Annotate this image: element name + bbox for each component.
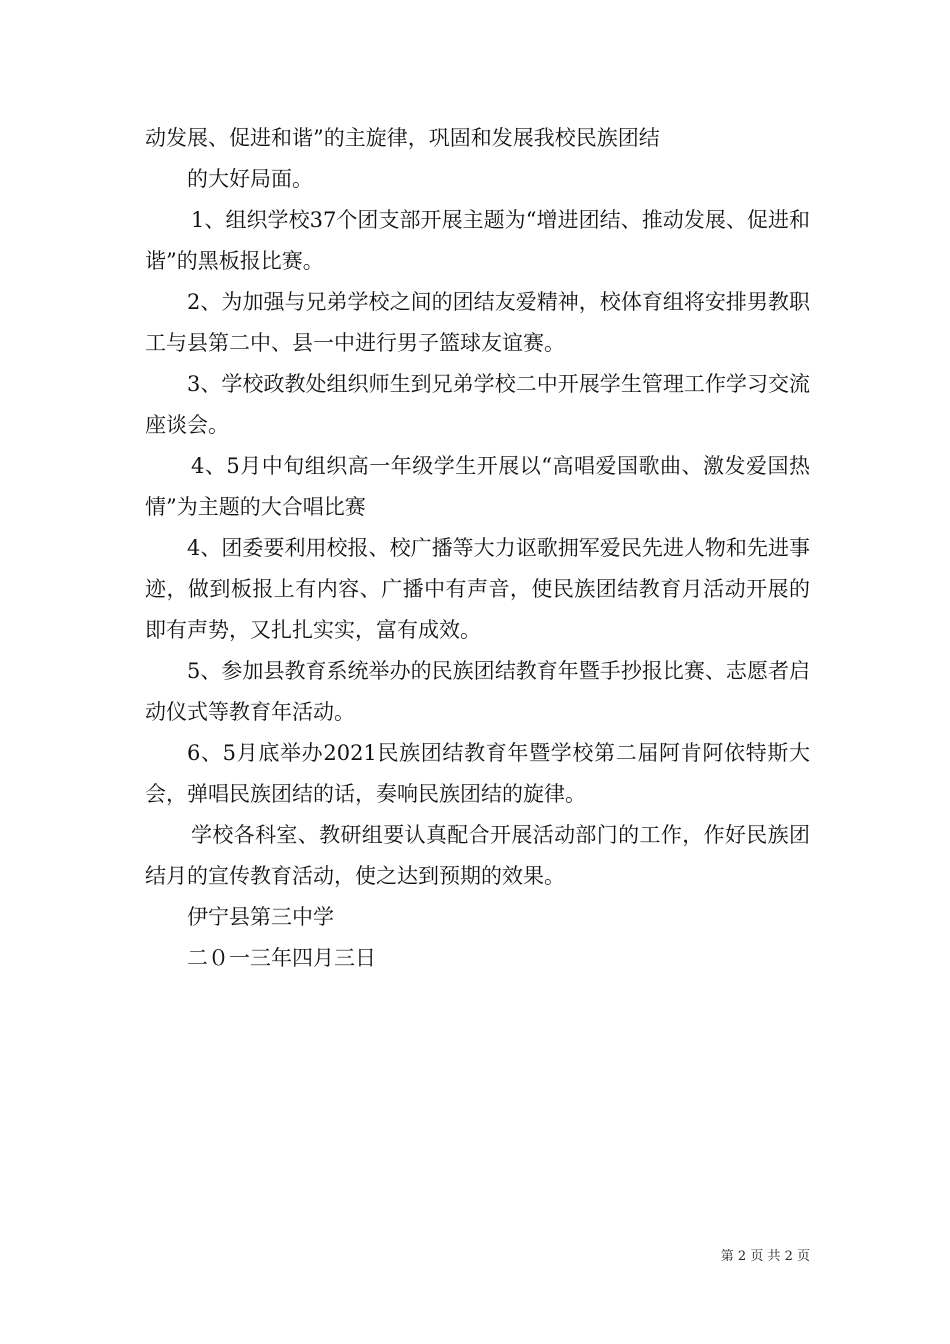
document-body — [145, 118, 810, 979]
page-number-footer: 第 2 页 共 2 页 — [720, 1249, 810, 1264]
paragraph-item-6-aken: 6、5月底举办2021民族团结教育年暨学校第二届阿肯阿依特斯大会，弹唱民族团结的话，奏响民族团结的旋律。 — [145, 741, 810, 806]
paragraph-continuation: 动发展、促进和谐”的主旋律，巩固和发展我校民族团结 — [145, 126, 660, 150]
paragraph-item-4-choir: 4、5月中旬组织高一年级学生开展以“高唱爱国歌曲、激发爱国热情”为主题的大合唱比赛 — [145, 454, 810, 519]
signature-school: 伊宁县第三中学 — [187, 905, 334, 929]
paragraph-item-3-exchange: 3、学校政教处组织师生到兄弟学校二中开展学生管理工作学习交流座谈会。 — [145, 372, 810, 437]
paragraph-item-2-basketball: 2、为加强与兄弟学校之间的团结友爱精神，校体育组将安排男教职工与县第二中、县一中进行男子篮球友谊赛。 — [145, 290, 810, 355]
paragraph-item-5-handbill: 5、参加县教育系统举办的民族团结教育年暨手抄报比赛、志愿者启动仪式等教育年活动。 — [145, 659, 810, 724]
paragraph-conclusion: 学校各科室、教研组要认真配合开展活动部门的工作，作好民族团结月的宣传教育活动，使之达到预期的效果。 — [145, 823, 810, 888]
signature-date: 二０一三年四月三日 — [187, 946, 376, 970]
paragraph-closing-phrase: 的大好局面。 — [187, 167, 313, 191]
paragraph-item-4-publicity: 4、团委要利用校报、校广播等大力讴歌拥军爱民先进人物和先进事迹，做到板报上有内容、广播中有声音，使民族团结教育月活动开展的即有声势，又扎扎实实，富有成效。 — [145, 536, 810, 642]
paragraph-item-1-blackboard: 1、组织学校37个团支部开展主题为“增进团结、推动发展、促进和谐”的黑板报比赛。 — [145, 208, 810, 273]
